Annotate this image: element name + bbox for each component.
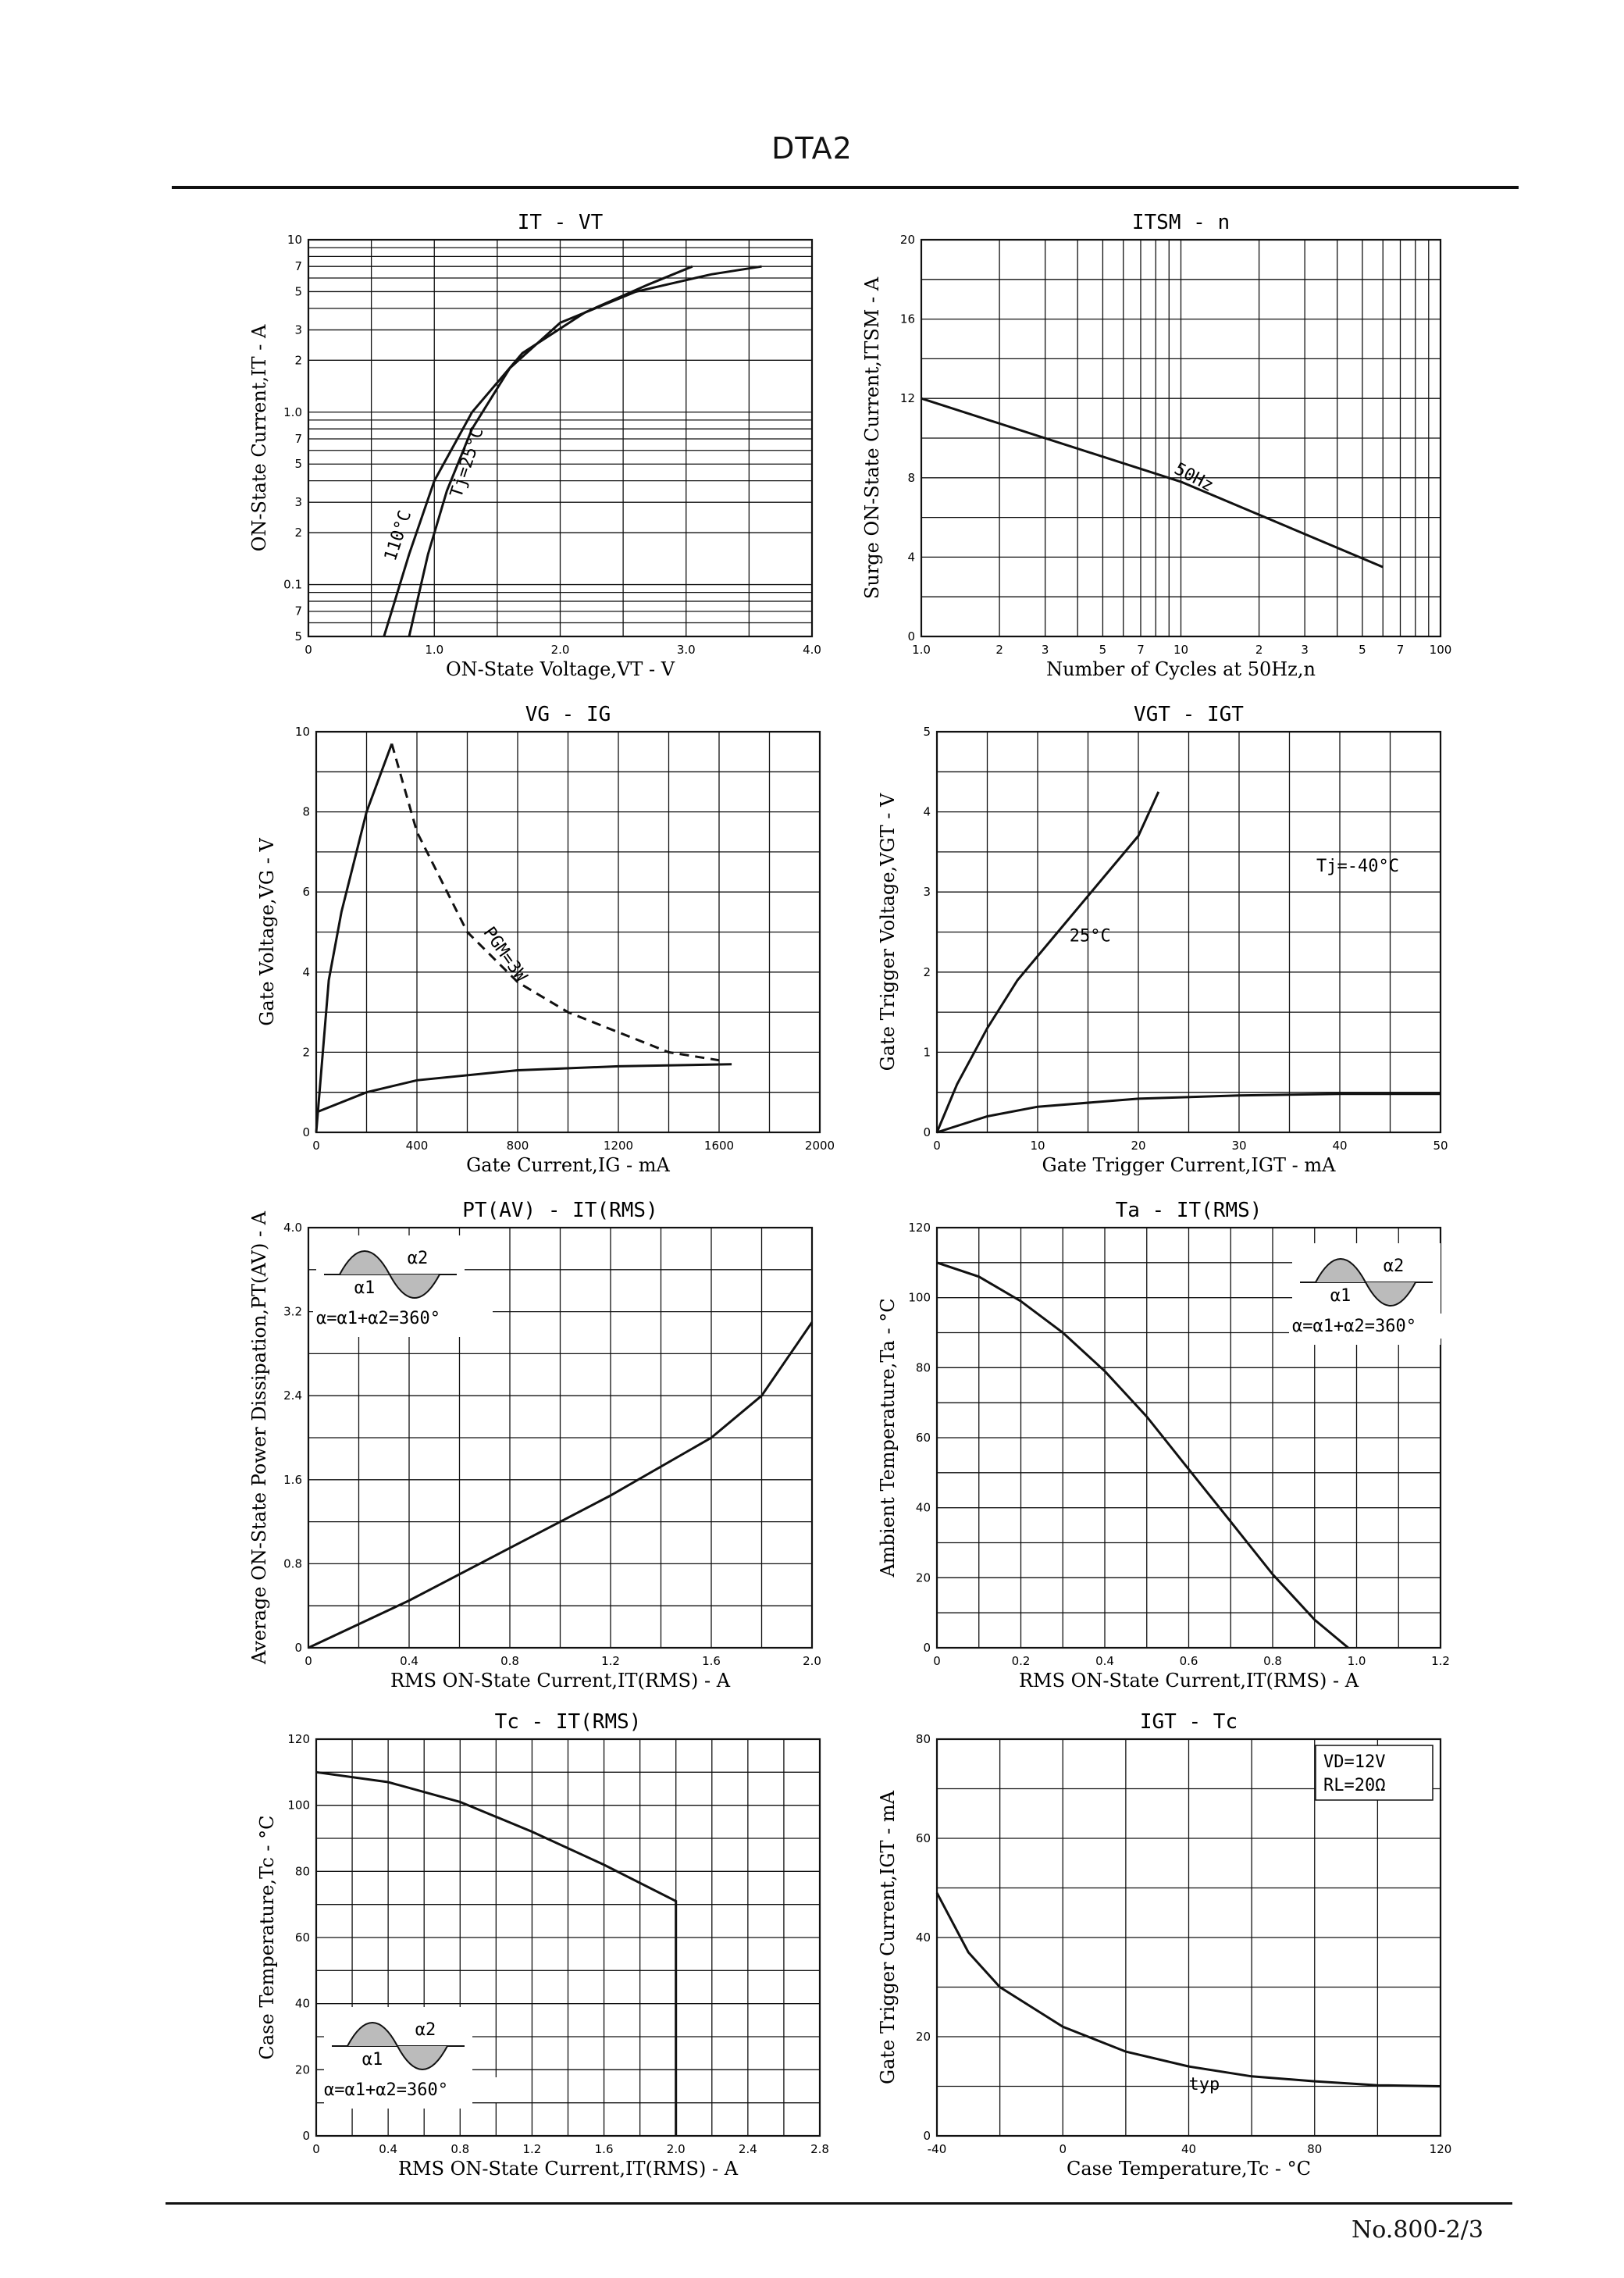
chart-vgt-igt: [863, 699, 1456, 1195]
y-axis-label: Average ON-State Power Dissipation,PT(AV) - A: [248, 1210, 270, 1665]
condition-text: VD=12V: [1323, 1752, 1386, 1772]
x-tick-label: 2.8: [810, 2142, 829, 2156]
y-tick-label: 40: [294, 1996, 310, 2011]
series-line-0: [384, 266, 693, 636]
y-tick-label: 4.0: [283, 1221, 302, 1235]
y-tick-label: 20: [294, 2062, 310, 2077]
x-tick-label: 30: [1231, 1139, 1247, 1153]
x-axis-label: Case Temperature,Tc - °C: [1067, 2158, 1311, 2180]
x-tick-label: 4.0: [803, 643, 821, 657]
x-tick-label: 20: [1131, 1139, 1146, 1153]
y-tick-label: 4: [302, 964, 310, 979]
inset-a2: α2: [1383, 1257, 1405, 1276]
y-tick-label: 60: [294, 1930, 310, 1945]
series-line-1: [392, 743, 719, 1060]
x-tick-label: 10: [1030, 1139, 1045, 1153]
chart-title: PT(AV) - IT(RMS): [462, 1199, 658, 1222]
y-tick-label: 5: [294, 284, 302, 299]
x-tick-label: 0: [933, 1139, 941, 1153]
x-tick-label: 2: [995, 643, 1003, 657]
y-tick-label: 1.0: [283, 405, 302, 419]
y-tick-label: 2.4: [283, 1389, 302, 1403]
x-tick-label: 10: [1173, 643, 1189, 657]
chart-it-vt: [234, 207, 828, 699]
series-label: Tj=-40°C: [1316, 856, 1399, 876]
y-tick-label: 3.2: [283, 1304, 302, 1319]
chart-ta-it: [863, 1195, 1456, 1710]
inset-a1: α1: [1330, 1286, 1352, 1306]
series-line-0: [921, 398, 1383, 567]
y-tick-label: 0.1: [283, 577, 302, 592]
y-tick-label: 100: [287, 1798, 310, 1813]
x-axis-label: RMS ON-State Current,IT(RMS) - A: [1018, 1670, 1359, 1692]
y-tick-label: 20: [915, 1570, 931, 1585]
x-tick-label: 0.4: [379, 2142, 398, 2156]
chart-title: Ta - IT(RMS): [1115, 1199, 1263, 1222]
y-tick-label: 0: [923, 1125, 931, 1139]
x-tick-label: 100: [1429, 643, 1452, 657]
alpha-inset: [1289, 1243, 1469, 1345]
x-axis-label: RMS ON-State Current,IT(RMS) - A: [390, 1670, 731, 1692]
series-line-2: [316, 1064, 732, 1113]
x-tick-label: 0: [933, 1654, 941, 1668]
y-tick-label: 4: [907, 550, 915, 565]
x-tick-label: 40: [1332, 1139, 1348, 1153]
y-tick-label: 0: [294, 1641, 302, 1655]
x-tick-label: 2.0: [803, 1654, 821, 1668]
y-tick-label: 0: [923, 2129, 931, 2143]
series-label: typ: [1188, 2075, 1220, 2095]
chart-title: Tc - IT(RMS): [494, 1710, 642, 1734]
y-tick-label: 8: [302, 804, 310, 819]
series-label: Tj=25°C: [447, 425, 488, 501]
y-tick-label: 40: [915, 1500, 931, 1515]
x-tick-label: 0.8: [1263, 1654, 1282, 1668]
y-tick-label: 80: [915, 1360, 931, 1375]
y-tick-label: 1.6: [283, 1472, 302, 1487]
y-tick-label: 120: [908, 1221, 931, 1235]
y-axis-label: Gate Trigger Voltage,VGT - V: [877, 793, 899, 1071]
x-tick-label: 400: [405, 1139, 429, 1153]
y-tick-label: 80: [294, 1864, 310, 1879]
chart-title: IGT - Tc: [1139, 1710, 1238, 1734]
y-tick-label: 0.8: [283, 1556, 302, 1571]
x-tick-label: 3: [1301, 643, 1309, 657]
y-tick-label: 1: [923, 1045, 931, 1060]
x-tick-label: 2000: [804, 1139, 835, 1153]
x-tick-label: 0.6: [1179, 1654, 1198, 1668]
y-tick-label: 2: [923, 964, 931, 979]
x-axis-label: RMS ON-State Current,IT(RMS) - A: [397, 2158, 739, 2180]
y-tick-label: 3: [923, 885, 931, 900]
inset-a1: α1: [361, 2050, 383, 2069]
y-axis-label: ON-State Current,IT - A: [248, 324, 270, 552]
alpha-inset: [321, 2007, 500, 2109]
y-tick-label: 40: [915, 1930, 931, 1945]
y-axis-label: Ambient Temperature,Ta - °C: [877, 1298, 899, 1577]
x-axis-label: Number of Cycles at 50Hz,n: [1046, 658, 1316, 680]
y-axis-label: Gate Voltage,VG - V: [256, 838, 278, 1026]
chart-tc-it: [242, 1706, 835, 2198]
y-tick-label: 60: [915, 1831, 931, 1845]
series-label: 50Hz: [1170, 459, 1217, 497]
footer-rule: [166, 2202, 1512, 2205]
header-rule: [172, 186, 1519, 189]
y-tick-label: 10: [294, 725, 310, 739]
x-tick-label: 7: [1137, 643, 1145, 657]
condition-text: RL=20Ω: [1323, 1776, 1386, 1795]
x-tick-label: 1.0: [425, 643, 444, 657]
series-label: PGM=3W: [479, 923, 531, 986]
y-tick-label: 0: [302, 1125, 310, 1139]
x-tick-label: 1600: [703, 1139, 735, 1153]
document-number: No.800-2/3: [1352, 2216, 1483, 2244]
chart-title: ITSM - n: [1131, 211, 1230, 234]
x-tick-label: 1200: [603, 1139, 634, 1153]
y-axis-label: Case Temperature,Tc - °C: [256, 1815, 278, 2060]
inset-formula: α=α1+α2=360°: [324, 2080, 448, 2100]
inset-a2: α2: [415, 2020, 436, 2040]
x-tick-label: 1.2: [601, 1654, 620, 1668]
x-tick-label: 0: [304, 1654, 312, 1668]
chart-title: VG - IG: [525, 703, 611, 726]
x-tick-label: 0.8: [451, 2142, 470, 2156]
x-tick-label: 3.0: [676, 643, 696, 657]
x-tick-label: 120: [1429, 2142, 1452, 2156]
y-tick-label: 3: [294, 323, 302, 337]
y-tick-label: 100: [908, 1290, 931, 1305]
y-tick-label: 12: [899, 391, 915, 406]
y-tick-label: 6: [302, 885, 310, 900]
x-tick-label: 3: [1041, 643, 1049, 657]
x-tick-label: 0: [304, 643, 312, 657]
inset-a1: α1: [354, 1278, 376, 1298]
series-label: 25°C: [1069, 926, 1111, 946]
x-tick-label: 0: [312, 1139, 320, 1153]
y-tick-label: 5: [294, 629, 302, 643]
alpha-inset: [313, 1235, 493, 1337]
y-tick-label: 2: [294, 526, 302, 540]
x-tick-label: 5: [1359, 643, 1366, 657]
x-tick-label: 50: [1433, 1139, 1448, 1153]
x-axis-label: Gate Current,IG - mA: [466, 1154, 670, 1176]
inset-formula: α=α1+α2=360°: [316, 1309, 440, 1328]
x-tick-label: 1.6: [702, 1654, 721, 1668]
y-tick-label: 0: [907, 629, 915, 643]
y-tick-label: 16: [899, 312, 915, 326]
x-tick-label: -40: [927, 2142, 947, 2156]
x-tick-label: 2.0: [550, 643, 570, 657]
x-tick-label: 2: [1255, 643, 1263, 657]
y-tick-label: 7: [294, 604, 302, 619]
chart-igt-tc: [863, 1706, 1456, 2198]
page-title: DTA2: [771, 131, 853, 166]
y-axis-label: Gate Trigger Current,IGT - mA: [877, 1791, 899, 2084]
x-tick-label: 2.4: [738, 2142, 757, 2156]
chart-title: IT - VT: [517, 211, 604, 234]
series-line-0: [316, 743, 392, 1132]
y-tick-label: 0: [302, 2129, 310, 2143]
y-tick-label: 120: [287, 1732, 310, 1746]
y-axis-label: Surge ON-State Current,ITSM - A: [861, 276, 883, 600]
x-tick-label: 80: [1307, 2142, 1323, 2156]
chart-vg-ig: [242, 699, 835, 1195]
x-axis-label: ON-State Voltage,VT - V: [445, 658, 675, 680]
y-tick-label: 20: [915, 2030, 931, 2044]
y-tick-label: 20: [899, 233, 915, 247]
x-tick-label: 1.0: [912, 643, 931, 657]
inset-formula: α=α1+α2=360°: [1292, 1317, 1416, 1336]
y-tick-label: 2: [302, 1045, 310, 1060]
y-tick-label: 10: [287, 233, 302, 247]
x-tick-label: 7: [1396, 643, 1405, 657]
y-tick-label: 60: [915, 1431, 931, 1445]
inset-a2: α2: [407, 1249, 429, 1268]
x-tick-label: 1.0: [1347, 1654, 1366, 1668]
x-tick-label: 2.0: [666, 2142, 686, 2156]
series-line-0: [937, 1263, 1348, 1648]
y-tick-label: 7: [294, 431, 302, 446]
x-tick-label: 5: [1099, 643, 1107, 657]
chart-title: VGT - IGT: [1134, 703, 1244, 726]
series-line-0: [937, 792, 1159, 1132]
x-tick-label: 0.8: [500, 1654, 519, 1668]
x-tick-label: 1.2: [1431, 1654, 1450, 1668]
y-tick-label: 3: [294, 495, 302, 510]
y-tick-label: 4: [923, 804, 931, 819]
x-tick-label: 0.4: [400, 1654, 418, 1668]
chart-pt-it: [234, 1195, 828, 1710]
chart-itsm-n: [847, 207, 1456, 699]
series-label: 110°C: [380, 508, 416, 564]
x-tick-label: 40: [1181, 2142, 1197, 2156]
y-tick-label: 0: [923, 1641, 931, 1655]
x-tick-label: 0.4: [1095, 1654, 1114, 1668]
y-tick-label: 80: [915, 1732, 931, 1746]
x-tick-label: 800: [506, 1139, 529, 1153]
y-tick-label: 5: [294, 457, 302, 472]
y-tick-label: 5: [923, 725, 931, 739]
x-tick-label: 0: [312, 2142, 320, 2156]
y-tick-label: 8: [907, 470, 915, 485]
x-tick-label: 0.2: [1011, 1654, 1031, 1668]
x-axis-label: Gate Trigger Current,IGT - mA: [1042, 1154, 1336, 1176]
y-tick-label: 2: [294, 353, 302, 368]
x-tick-label: 1.6: [594, 2142, 614, 2156]
x-tick-label: 1.2: [522, 2142, 542, 2156]
x-tick-label: 0: [1059, 2142, 1067, 2156]
y-tick-label: 7: [294, 259, 302, 274]
